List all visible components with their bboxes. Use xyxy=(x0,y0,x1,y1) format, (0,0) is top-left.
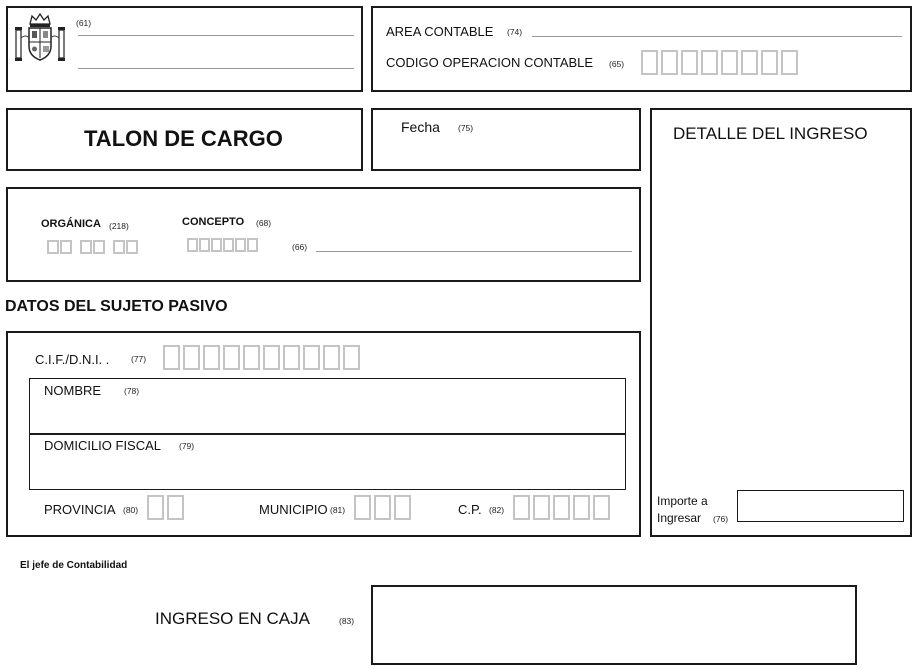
field-81-number: (81) xyxy=(330,505,346,515)
area-contable-field[interactable] xyxy=(532,36,902,37)
field-79-number: (79) xyxy=(179,441,195,451)
sujeto-pasivo-heading: DATOS DEL SUJETO PASIVO xyxy=(5,298,228,315)
provincia-label: PROVINCIA xyxy=(44,502,116,517)
field-76-number: (76) xyxy=(713,514,729,524)
nombre-label: NOMBRE xyxy=(44,383,102,398)
field-82-number: (82) xyxy=(489,505,505,515)
importe-label-line-2: Ingresar xyxy=(657,511,702,525)
concepto-description-field[interactable] xyxy=(316,251,632,252)
provincia-cells[interactable] xyxy=(147,495,184,520)
field-77-number: (77) xyxy=(131,354,147,364)
jefe-contabilidad-label: El jefe de Contabilidad xyxy=(20,560,128,571)
importe-ingresar-field[interactable] xyxy=(737,490,904,522)
field-78-number: (78) xyxy=(124,386,140,396)
field-61-line-1[interactable] xyxy=(78,35,354,36)
coat-of-arms-icon xyxy=(12,10,68,66)
organica-cells[interactable] xyxy=(47,240,138,254)
field-66-number: (66) xyxy=(292,242,308,252)
detalle-ingreso-title: DETALLE DEL INGRESO xyxy=(673,124,868,143)
concepto-cells[interactable] xyxy=(187,238,258,252)
field-218-number: (218) xyxy=(109,221,129,231)
field-80-number: (80) xyxy=(123,505,139,515)
fecha-box xyxy=(371,108,641,171)
cif-dni-label: C.I.F./D.N.I. . xyxy=(35,352,110,367)
talon-de-cargo-title: TALON DE CARGO xyxy=(84,126,283,151)
area-contable-label: AREA CONTABLE xyxy=(386,24,494,39)
cp-label: C.P. xyxy=(458,502,482,517)
domicilio-fiscal-label: DOMICILIO FISCAL xyxy=(44,438,162,453)
detalle-ingreso-box xyxy=(650,108,912,537)
codigo-operacion-label: CODIGO OPERACION CONTABLE xyxy=(386,55,594,70)
municipio-label: MUNICIPIO xyxy=(259,502,328,517)
ingreso-en-caja-label: INGRESO EN CAJA xyxy=(155,609,310,628)
field-61-line-2[interactable] xyxy=(78,68,354,69)
codigo-operacion-cells[interactable] xyxy=(641,50,798,75)
field-83-number: (83) xyxy=(339,616,355,626)
cp-cells[interactable] xyxy=(513,495,610,520)
field-65-number: (65) xyxy=(609,59,625,69)
ingreso-en-caja-field[interactable] xyxy=(371,585,857,665)
area-contable-box xyxy=(371,6,912,92)
field-74-number: (74) xyxy=(507,27,523,37)
organica-box xyxy=(6,187,641,282)
fecha-label: Fecha xyxy=(401,119,440,135)
field-75-number: (75) xyxy=(458,123,474,133)
nombre-field[interactable] xyxy=(29,378,626,435)
concepto-label: CONCEPTO xyxy=(182,216,245,228)
field-61-number: (61) xyxy=(76,18,92,28)
municipio-cells[interactable] xyxy=(354,495,411,520)
organica-label: ORGÁNICA xyxy=(41,218,101,230)
field-68-number: (68) xyxy=(256,218,272,228)
importe-label-line-1: Importe a xyxy=(657,494,708,508)
cif-dni-cells[interactable] xyxy=(163,345,360,370)
